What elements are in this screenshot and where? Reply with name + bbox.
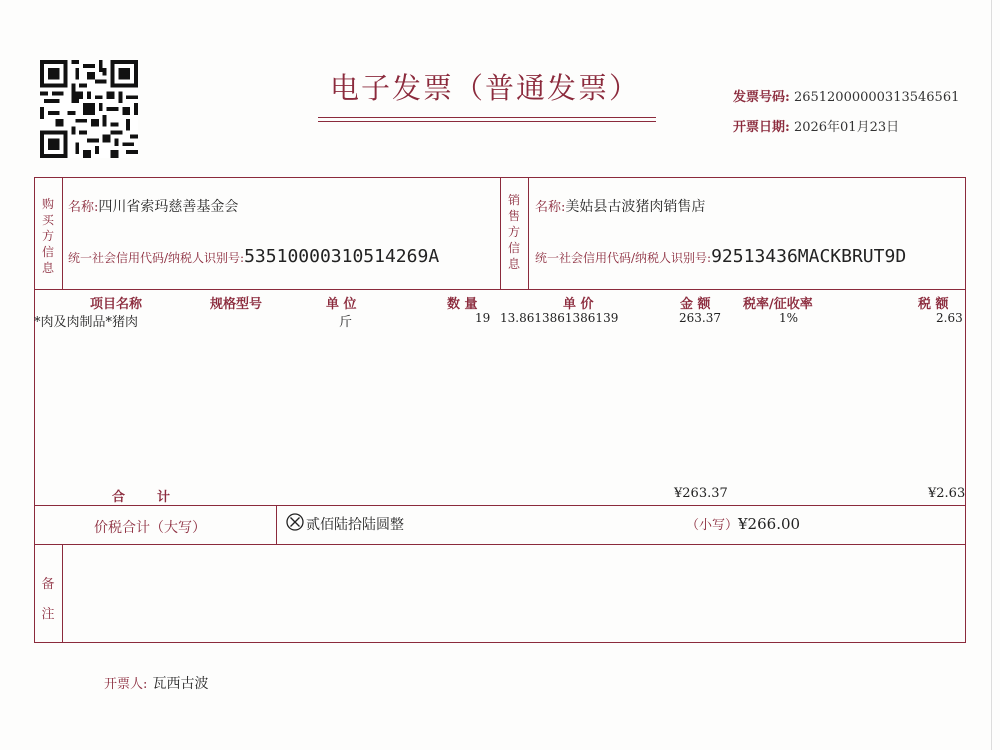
seller-tax-row: [535, 246, 906, 267]
remarks-label-divider: [62, 544, 63, 642]
seller-name-row: [535, 196, 705, 216]
header-unit: 单 位: [326, 297, 357, 312]
table-row: [34, 311, 964, 329]
buyer-tax-row: [68, 246, 439, 267]
table-right-border: [965, 177, 966, 643]
buyer-name-label: 名称:: [68, 200, 99, 215]
row-unit: 斤: [339, 315, 353, 330]
invoice-number-value: 26512000000313546561: [793, 90, 960, 105]
page-edge: [991, 0, 992, 750]
seller-name: 美姑县古波猪肉销售店: [565, 199, 706, 215]
issuer-label: 开票人:: [104, 677, 148, 692]
invoice-title: 电子发票（普通发票）: [330, 71, 641, 105]
header-price: 单 价: [563, 297, 594, 312]
issuer-row: [104, 673, 208, 693]
grand-total-uppercase: 贰佰陆拾陆圆整: [306, 517, 404, 533]
buyer-name: 四川省索玛慈善基金会: [98, 199, 239, 215]
buyer-label-divider: [62, 177, 63, 289]
header-spec: 规格型号: [210, 297, 263, 312]
row-item-name: *肉及肉制品*猪肉: [34, 315, 139, 330]
invoice-number-label: 发票号码:: [733, 90, 790, 105]
header-amount: 金 额: [680, 297, 711, 312]
party-divider: [34, 289, 966, 290]
grand-total-divider: [34, 544, 966, 545]
seller-name-label: 名称:: [535, 200, 566, 215]
table-bottom-border: [34, 642, 966, 643]
row-tax: 2.63: [936, 311, 963, 325]
seller-tax-id: 92513436MACKBRUT9D: [711, 246, 907, 267]
row-rate: 1%: [779, 311, 799, 325]
table-left-border: [34, 177, 35, 643]
grand-total-small: [686, 514, 800, 533]
title-underline-2: [318, 121, 656, 122]
issuer-name: 瓦西古波: [152, 676, 209, 692]
qr-code-icon: [40, 60, 138, 158]
invoice-number: [733, 86, 959, 105]
totals-tax: ¥2.63: [928, 486, 966, 501]
party-middle-divider: [500, 177, 501, 289]
grand-total-small-value: ¥266.00: [738, 515, 801, 533]
invoice-date-label: 开票日期:: [733, 120, 790, 135]
row-qty: 19: [475, 311, 491, 325]
buyer-section-label: 购买方信息: [41, 197, 54, 275]
grand-total-small-label: （小写）: [686, 518, 739, 533]
title-underline: [318, 117, 656, 118]
buyer-tax-label: 统一社会信用代码/纳税人识别号:: [68, 251, 245, 265]
row-price: 13.8613861386139: [500, 311, 619, 325]
row-amount: 263.37: [679, 311, 721, 325]
remarks-label: 备注: [41, 577, 55, 622]
grand-total-col-divider: [276, 505, 277, 544]
header-rate: 税率/征收率: [743, 297, 813, 312]
seller-section-label: 销售方信息: [507, 193, 520, 271]
invoice-date: [733, 116, 899, 135]
grand-total-label: 价税合计（大写）: [94, 520, 206, 536]
totals-amount: ¥263.37: [674, 486, 728, 501]
totals-divider: [34, 505, 966, 506]
buyer-name-row: [68, 196, 238, 216]
header-tax: 税 额: [918, 297, 949, 312]
header-qty: 数 量: [447, 297, 478, 312]
seller-label-divider: [528, 177, 529, 289]
header-item-name: 项目名称: [90, 297, 143, 312]
seller-tax-label: 统一社会信用代码/纳税人识别号:: [535, 251, 712, 265]
invoice-date-value: 2026年01月23日: [793, 120, 900, 135]
totals-label: 合 计: [112, 490, 173, 505]
circled-x-icon: [286, 513, 304, 531]
buyer-tax-id: 53510000310514269A: [244, 246, 440, 267]
